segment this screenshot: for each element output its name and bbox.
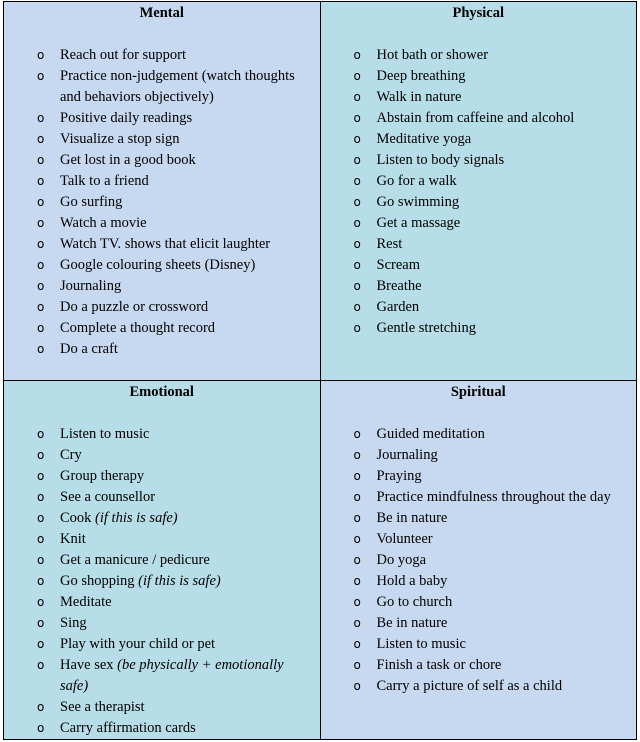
list-item (4, 45, 320, 66)
emotional-cell (4, 381, 321, 740)
bullet-icon: o (37, 279, 45, 293)
item-text: Listen to body signals (376, 152, 505, 168)
item-text: Scream (376, 257, 420, 273)
item-text: Carry affirmation cards (60, 720, 196, 736)
bullet-icon: o (37, 448, 45, 462)
item-text: Finish a task or chore (376, 657, 502, 673)
item-text: Walk in nature (376, 89, 462, 105)
bullet-icon: o (37, 532, 45, 546)
item-text: Google colouring sheets (Disney) (60, 257, 256, 273)
list-item (321, 655, 637, 676)
bullet-icon: o (353, 469, 361, 483)
list-item (4, 318, 320, 339)
list-item (4, 487, 320, 508)
bullet-icon: o (353, 658, 361, 672)
item-text: Reach out for support (60, 47, 187, 63)
bullet-icon: o (353, 321, 361, 335)
bullet-icon: o (37, 721, 45, 735)
item-text: Deep breathing (376, 68, 466, 84)
item-text: Listen to music (376, 636, 466, 652)
bullet-icon: o (353, 553, 361, 567)
list-item (321, 66, 637, 87)
item-text: Go surfing (60, 194, 123, 210)
list-item (4, 592, 320, 613)
item-text: Go swimming (376, 194, 460, 210)
item-note: (if this is safe) (138, 573, 221, 589)
bullet-icon: o (353, 258, 361, 272)
bullet-icon: o (37, 195, 45, 209)
item-text: Group therapy (60, 468, 145, 484)
list-item (4, 171, 320, 192)
item-text: Have sex (60, 657, 114, 673)
self-care-table (3, 1, 637, 740)
item-text: See a counsellor (60, 489, 156, 505)
bullet-icon: o (37, 48, 45, 62)
bullet-icon: o (37, 342, 45, 356)
list-item (4, 339, 320, 360)
item-text: Meditative yoga (376, 131, 472, 147)
list-item (4, 571, 320, 592)
emotional-heading: Emotional (129, 384, 194, 400)
bullet-icon: o (353, 532, 361, 546)
item-text: Rest (376, 236, 403, 252)
list-item (321, 171, 637, 192)
bullet-icon: o (37, 658, 45, 672)
bullet-icon: o (353, 679, 361, 693)
bullet-icon: o (37, 553, 45, 567)
list-item (4, 718, 320, 739)
bullet-icon: o (37, 132, 45, 146)
item-text: Play with your child or pet (60, 636, 216, 652)
bullet-icon: o (353, 511, 361, 525)
list-item (321, 445, 637, 466)
physical-list (321, 45, 637, 339)
item-text: Knit (60, 531, 86, 547)
item-text: Be in nature (376, 510, 448, 526)
bullet-icon: o (353, 616, 361, 630)
bullet-icon: o (37, 216, 45, 230)
bullet-icon: o (37, 490, 45, 504)
item-text: Positive daily readings (60, 110, 193, 126)
bullet-icon: o (353, 69, 361, 83)
bullet-icon: o (353, 132, 361, 146)
list-item (321, 634, 637, 655)
bullet-icon: o (37, 574, 45, 588)
bullet-icon: o (37, 595, 45, 609)
item-text: Cry (60, 447, 82, 463)
item-text: See a therapist (60, 699, 145, 715)
list-item (4, 150, 320, 171)
list-item (4, 550, 320, 571)
item-text: Be in nature (376, 615, 448, 631)
list-item (4, 66, 320, 108)
bullet-icon: o (37, 427, 45, 441)
list-item (321, 297, 637, 318)
list-item (321, 213, 637, 234)
list-item (4, 297, 320, 318)
bullet-icon: o (353, 637, 361, 651)
list-item (321, 129, 637, 150)
item-text: Breathe (376, 278, 422, 294)
list-item (321, 466, 637, 487)
item-text: Abstain from caffeine and alcohol (376, 110, 575, 126)
list-item (321, 192, 637, 213)
item-text: Complete a thought record (60, 320, 216, 336)
list-item (4, 466, 320, 487)
bullet-icon: o (353, 490, 361, 504)
item-text: Praying (376, 468, 422, 484)
list-item (321, 45, 637, 66)
item-text: Get a manicure / pedicure (60, 552, 210, 568)
bullet-icon: o (353, 595, 361, 609)
list-item (321, 676, 637, 697)
bullet-icon: o (353, 48, 361, 62)
physical-cell (320, 2, 637, 381)
bullet-icon: o (37, 69, 45, 83)
bullet-icon: o (353, 574, 361, 588)
bullet-icon: o (353, 174, 361, 188)
list-item (321, 276, 637, 297)
item-text: Garden (376, 299, 420, 315)
list-item (321, 234, 637, 255)
item-text: Do yoga (376, 552, 427, 568)
item-text: Gentle stretching (376, 320, 476, 336)
list-item (4, 108, 320, 129)
bullet-icon: o (37, 700, 45, 714)
spiritual-heading: Spiritual (450, 384, 506, 400)
bullet-icon: o (37, 469, 45, 483)
bullet-icon: o (37, 174, 45, 188)
item-text: Go shopping (60, 573, 135, 589)
list-item (321, 87, 637, 108)
item-text: Listen to music (60, 426, 150, 442)
emotional-list (4, 424, 320, 739)
item-note: (if this is safe) (95, 510, 178, 526)
mental-heading: Mental (139, 5, 184, 21)
item-text: Sing (60, 615, 87, 631)
item-text: Go for a walk (376, 173, 457, 189)
bullet-icon: o (353, 448, 361, 462)
bullet-icon: o (37, 616, 45, 630)
mental-cell (4, 2, 321, 381)
table-row (4, 2, 637, 381)
list-item (321, 424, 637, 445)
item-text: Journaling (376, 447, 438, 463)
item-text: Practice mindfulness throughout the day (376, 489, 611, 505)
item-text: Get lost in a good book (60, 152, 196, 168)
list-item (4, 634, 320, 655)
bullet-icon: o (37, 237, 45, 251)
list-item (321, 108, 637, 129)
list-item (4, 129, 320, 150)
item-text: Do a craft (60, 341, 118, 357)
list-item (321, 150, 637, 171)
bullet-icon: o (37, 111, 45, 125)
list-item (321, 508, 637, 529)
list-item (4, 697, 320, 718)
list-item (321, 592, 637, 613)
bullet-icon: o (353, 216, 361, 230)
list-item (4, 234, 320, 255)
item-text: Visualize a stop sign (60, 131, 180, 147)
item-text: Go to church (376, 594, 453, 610)
bullet-icon: o (37, 321, 45, 335)
list-item (4, 655, 320, 697)
spiritual-cell (320, 381, 637, 740)
item-text: Practice non-judgement (watch thoughts and behaviors objectively) (60, 68, 295, 105)
item-text: Hot bath or shower (376, 47, 489, 63)
item-text: Meditate (60, 594, 112, 610)
bullet-icon: o (37, 511, 45, 525)
list-item (4, 445, 320, 466)
list-item (4, 192, 320, 213)
table-row (4, 381, 637, 740)
list-item (321, 255, 637, 276)
item-text: Watch TV. shows that elicit laughter (60, 236, 271, 252)
item-text: Hold a baby (376, 573, 448, 589)
item-text: Volunteer (376, 531, 433, 547)
list-item (4, 613, 320, 634)
item-text: Watch a movie (60, 215, 147, 231)
bullet-icon: o (353, 153, 361, 167)
bullet-icon: o (353, 279, 361, 293)
list-item (4, 213, 320, 234)
bullet-icon: o (353, 90, 361, 104)
bullet-icon: o (37, 153, 45, 167)
item-text: Carry a picture of self as a child (376, 678, 563, 694)
bullet-icon: o (353, 427, 361, 441)
item-text: Get a massage (376, 215, 461, 231)
bullet-icon: o (353, 195, 361, 209)
bullet-icon: o (37, 637, 45, 651)
bullet-icon: o (353, 237, 361, 251)
item-text: Cook (60, 510, 92, 526)
list-item (321, 571, 637, 592)
bullet-icon: o (37, 300, 45, 314)
list-item (321, 529, 637, 550)
list-item (321, 550, 637, 571)
list-item (4, 508, 320, 529)
bullet-icon: o (37, 258, 45, 272)
list-item (4, 424, 320, 445)
list-item (321, 613, 637, 634)
list-item (321, 318, 637, 339)
item-note: (be physically + emotionally safe) (60, 657, 284, 694)
list-item (4, 276, 320, 297)
item-text: Journaling (60, 278, 122, 294)
list-item (321, 487, 637, 508)
item-text: Talk to a friend (60, 173, 149, 189)
list-item (4, 529, 320, 550)
mental-list (4, 45, 320, 360)
item-text: Guided meditation (376, 426, 485, 442)
item-text: Do a puzzle or crossword (60, 299, 209, 315)
list-item (4, 255, 320, 276)
bullet-icon: o (353, 300, 361, 314)
physical-heading: Physical (452, 5, 505, 21)
bullet-icon: o (353, 111, 361, 125)
spiritual-list (321, 424, 637, 697)
